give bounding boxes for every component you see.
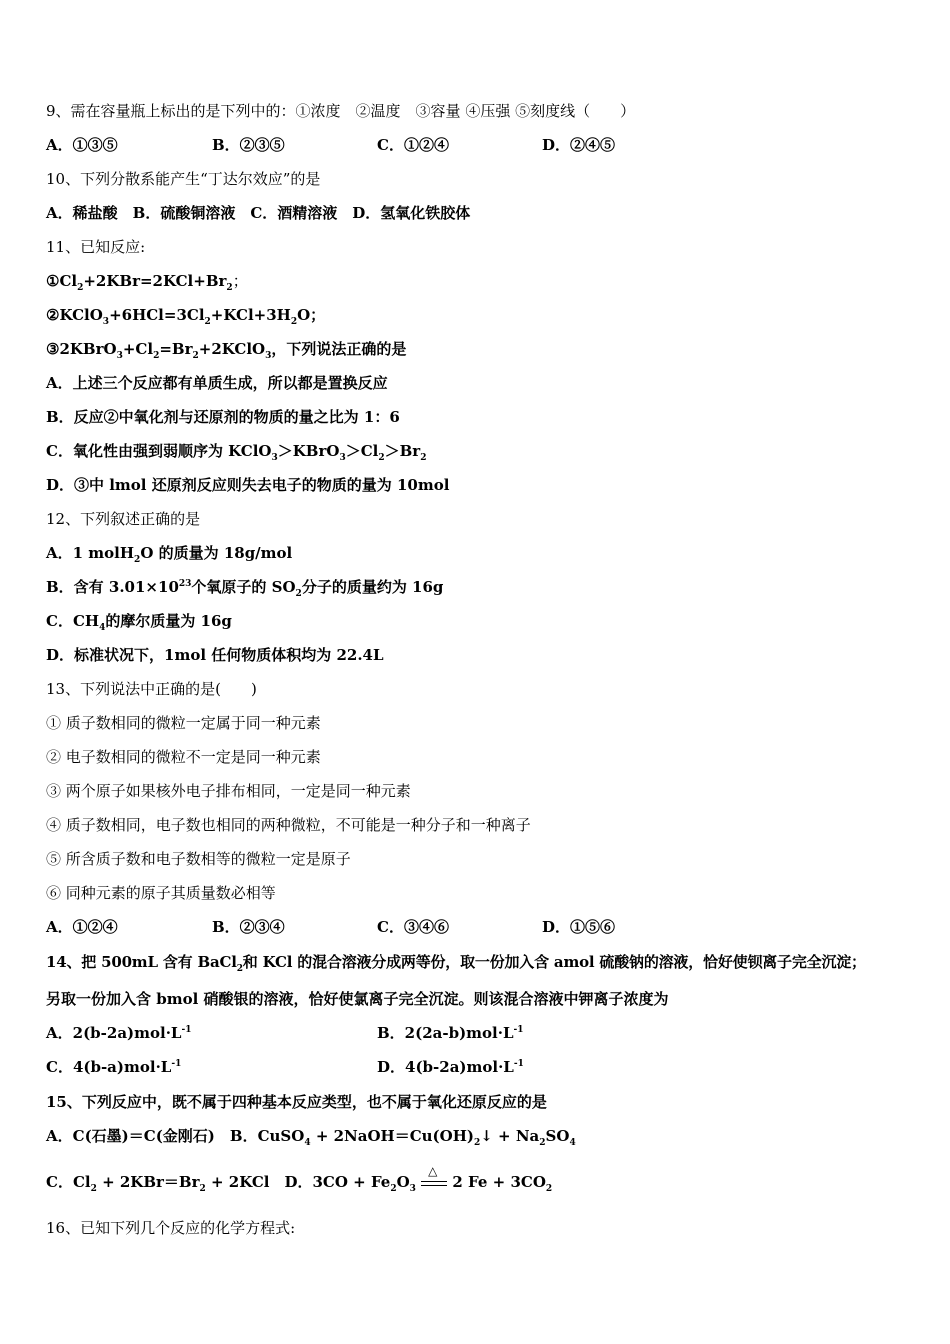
q11-option-d: D．③中 lmol 还原剂反应则失去电子的物质的量为 10mol (46, 476, 450, 494)
q14-option-b: B．$2(2a-b)mol\cdot L^{-1}$ (377, 1024, 524, 1042)
q15-stem: 15、下列反应中，既不属于四种基本反应类型，也不属于氧化还原反应的是 (46, 1093, 547, 1111)
q15-options-cd: C．$Cl_2 + 2KBr=Br_2 + 2KCl$ D．$3CO + Fe_2O_3$ △ 2 $Fe + 3CO_2$ (46, 1172, 552, 1193)
q9-option-a: A．①③⑤ (46, 136, 118, 154)
q10-stem: 10、下列分散系能产生“丁达尔效应”的是 (46, 170, 321, 188)
q12-option-c: C．$CH_4$的摩尔质量为 16g (46, 612, 232, 633)
q12-option-b: B．含有 $3.01\times 10^{23}$个氧原子的 $SO_2$分子的质量约为 16g (46, 578, 444, 599)
q11-reaction-3: $③2KBrO_3+Cl_2=Br_2+2KClO_3$，下列说法正确的是 (46, 340, 407, 361)
q13-statement-1: ① 质子数相同的微粒一定属于同一种元素 (46, 714, 321, 732)
q14-option-c: C．$4(b-a)mol\cdot L^{-1}$ (46, 1058, 182, 1076)
q11-reaction-2: $②KClO_3+6HCl=3Cl_2+KCl+3H_2O$； (46, 306, 326, 327)
q13-stem: 13、下列说法中正确的是( ) (46, 680, 257, 698)
q9-stem: 9、需在容量瓶上标出的是下列中的：①浓度 ②温度 ③容量 ④压强 ⑤刻度线（ ） (46, 102, 636, 120)
q13-statement-4: ④ 质子数相同，电子数也相同的两种微粒，不可能是一种分子和一种离子 (46, 816, 531, 834)
heat-triangle-icon: △ (428, 1164, 438, 1178)
q13-statement-3: ③ 两个原子如果核外电子排布相同，一定是同一种元素 (46, 782, 411, 800)
q13-statement-2: ② 电子数相同的微粒不一定是同一种元素 (46, 748, 321, 766)
q14-stem-line-2: 另取一份加入含 bmol 硝酸银的溶液，恰好使氯离子完全沉淀。则该混合溶液中钾离子浓度为 (46, 990, 669, 1008)
q11-option-b: B．反应②中氧化剂与还原剂的物质的量之比为 1：6 (46, 408, 400, 426)
q14-option-a: A．$2(b-2a)mol\cdot L^{-1}$ (46, 1024, 192, 1042)
q11-reaction-1: $①Cl_2+2KBr=2KCl+Br_2$； (46, 272, 248, 293)
q13-option-d: D．①⑤⑥ (542, 918, 616, 936)
q13-option-c: C．③④⑥ (377, 918, 449, 936)
q11-stem: 11、已知反应: (46, 238, 146, 256)
q12-stem: 12、下列叙述正确的是 (46, 510, 201, 528)
heat-equals-sign (421, 1164, 447, 1193)
q11-option-a: A．上述三个反应都有单质生成，所以都是置换反应 (46, 374, 388, 392)
q12-option-d: D．标准状况下，1mol 任何物质体积均为 22.4L (46, 646, 384, 664)
q16-stem: 16、已知下列几个反应的化学方程式: (46, 1219, 296, 1237)
q13-statement-5: ⑤ 所含质子数和电子数相等的微粒一定是原子 (46, 850, 351, 868)
q14-stem-line-1: 14、把 500mL 含有 BaCl$_2$和 KCl 的混合溶液分成两等份，取一份加入含 amol 硫酸钠的溶液，恰好使钡离子完全沉淀； (46, 953, 866, 974)
q12-option-a: A．1 molH$_2$O 的质量为 18g/mol (46, 544, 293, 565)
q10-options: A．稀盐酸 B．硫酸铜溶液 C．酒精溶液 D．氢氧化铁胶体 (46, 204, 471, 222)
q11-option-c: C．氧化性由强到弱顺序为 $KClO_3>KBrO_3>Cl_2>Br_2$ (46, 442, 427, 463)
q13-option-b: B．②③④ (212, 918, 285, 936)
q15-options-ab: A．C(石墨)＝C(金刚石) B．CuSO$_4$ + $2NaOH=Cu(OH)_2↓ + Na_2SO_4$ (46, 1127, 576, 1148)
q9-option-d: D．②④⑤ (542, 136, 616, 154)
q9-option-b: B．②③⑤ (212, 136, 285, 154)
q13-statement-6: ⑥ 同种元素的原子其质量数必相等 (46, 884, 276, 902)
q9-option-c: C．①②④ (377, 136, 449, 154)
q14-option-d: D．$4(b-2a)mol\cdot L^{-1}$ (377, 1058, 524, 1076)
q13-option-a: A．①②④ (46, 918, 118, 936)
